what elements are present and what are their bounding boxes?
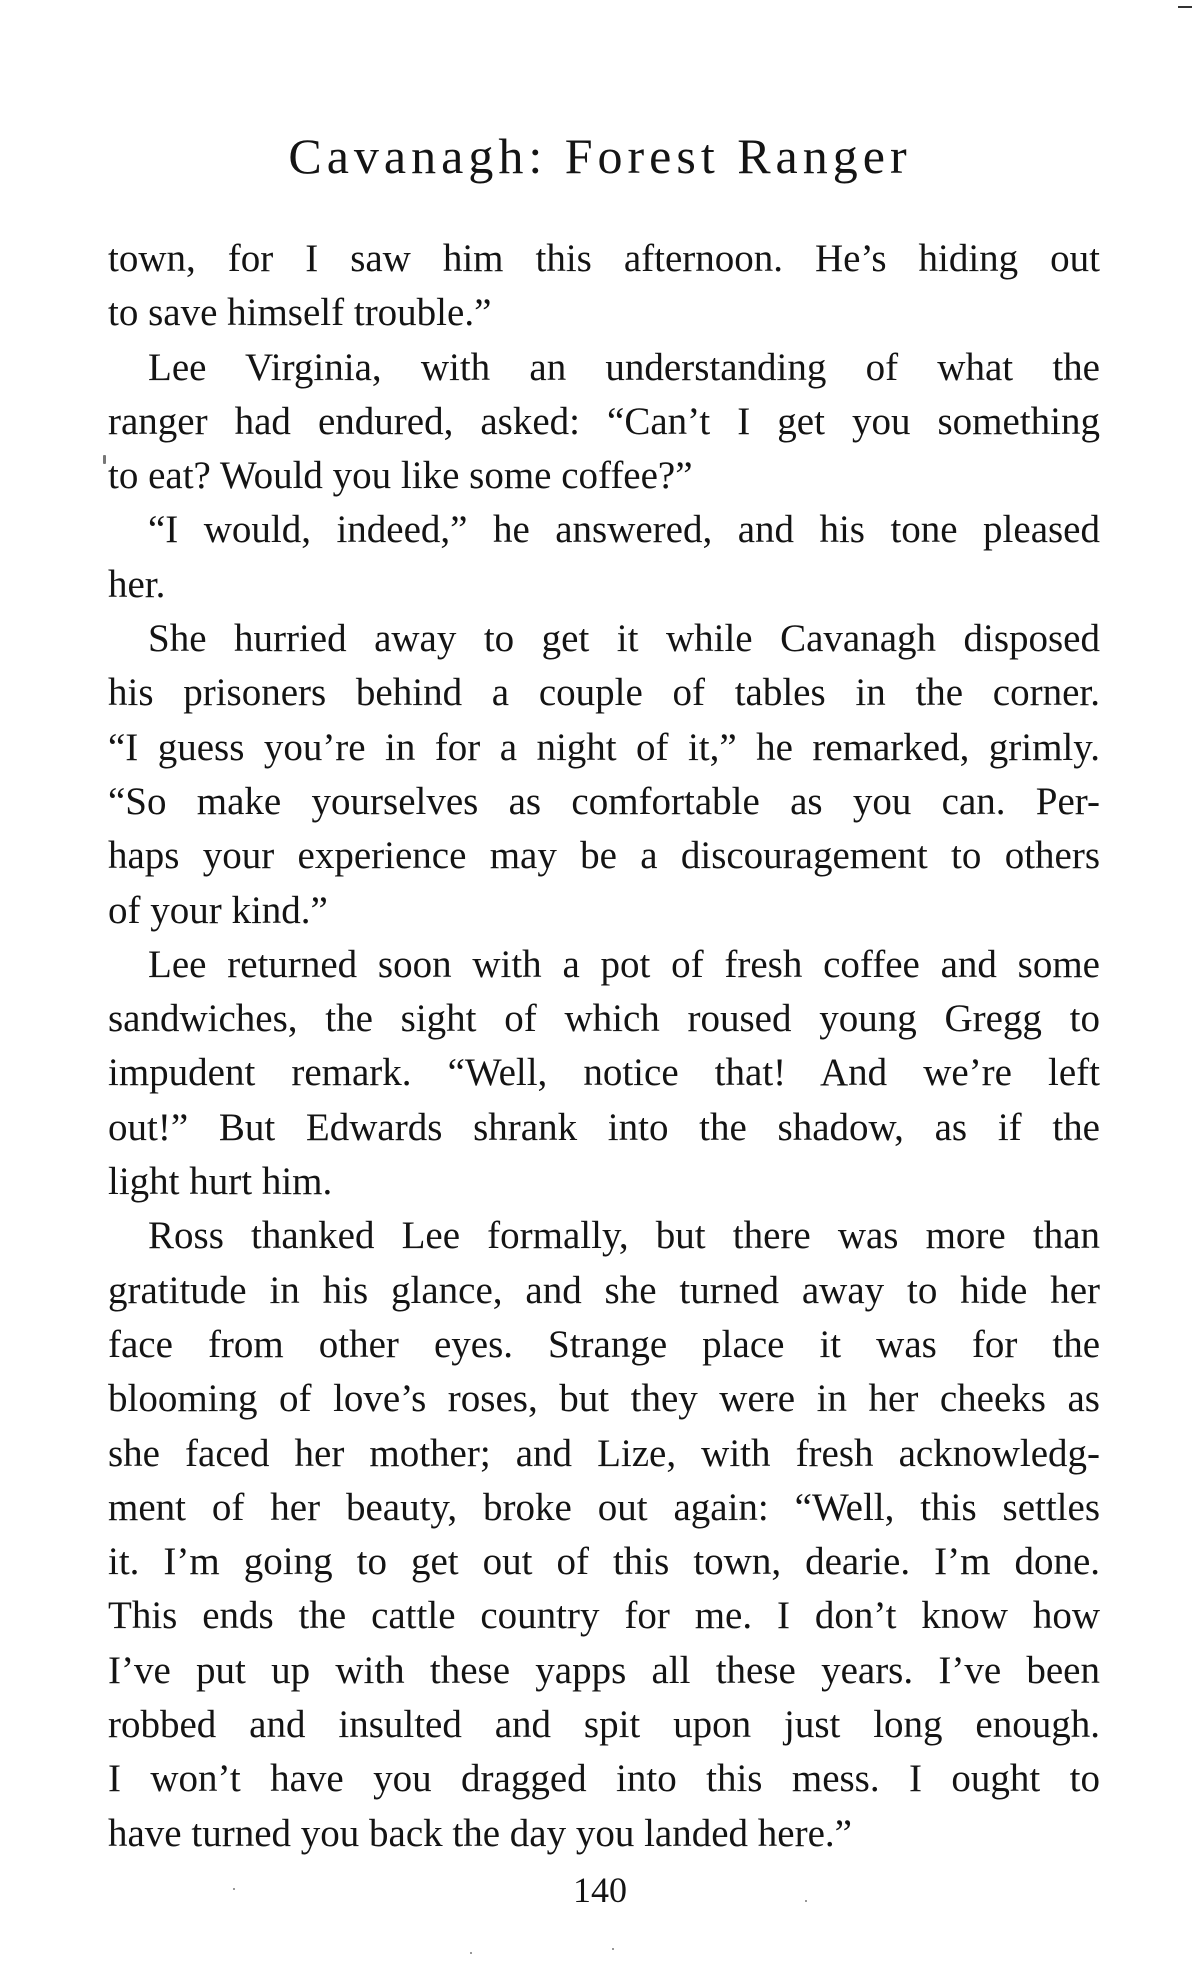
paper-speck <box>612 1948 614 1950</box>
paper-speck <box>805 1900 807 1902</box>
text-line: to eat? Would you like some coffee?” <box>108 454 693 498</box>
text-line: gratitude in his glance, and she turned away to hide her <box>108 1268 1100 1312</box>
text-line: She hurried away to get it while Cavanagh disposed <box>148 617 1100 661</box>
page-number: 140 <box>573 1870 627 1910</box>
text-line: she faced her mother; and Lize, with fresh acknowledg- <box>108 1431 1100 1475</box>
text-line: blooming of love’s roses, but they were in her cheeks as <box>108 1377 1100 1421</box>
text-line: his prisoners behind a couple of tables in the corner. <box>108 671 1100 715</box>
text-line: ment of her beauty, broke out again: “Well, this settles <box>108 1485 1100 1529</box>
text-line: light hurt him. <box>108 1160 333 1204</box>
text-line: I’ve put up with these yapps all these years. I’ve been <box>108 1648 1100 1692</box>
paper-speck <box>103 455 106 464</box>
text-line: haps your experience may be a discouragement to others <box>108 834 1100 878</box>
text-line: “So make yourselves as comfortable as you can. Per- <box>108 779 1100 823</box>
text-line: This ends the cattle country for me. I don’t know how <box>108 1594 1100 1638</box>
text-line: face from other eyes. Strange place it was for the <box>108 1322 1100 1366</box>
scan-mark <box>1178 6 1192 8</box>
text-line: Lee returned soon with a pot of fresh coffee and some <box>148 942 1100 986</box>
text-line: ranger had endured, asked: “Can’t I get you something <box>108 399 1100 443</box>
text-line: have turned you back the day you landed here.” <box>108 1811 852 1855</box>
text-line: “I guess you’re in for a night of it,” he remarked, grimly. <box>108 725 1100 769</box>
running-head: Cavanagh: Forest Ranger <box>288 128 912 184</box>
text-line: I won’t have you dragged into this mess. I ought to <box>108 1757 1100 1801</box>
body-text <box>108 232 1100 1861</box>
text-line: out!” But Edwards shrank into the shadow, as if the <box>108 1105 1100 1149</box>
text-line: of your kind.” <box>108 888 328 932</box>
text-line: “I would, indeed,” he answered, and his tone pleased <box>148 508 1100 552</box>
text-line: town, for I saw him this afternoon. He’s hiding out <box>108 237 1100 280</box>
text-line: sandwiches, the sight of which roused young Gregg to <box>108 997 1100 1041</box>
text-line: Ross thanked Lee formally, but there was more than <box>148 1214 1100 1258</box>
paper-speck <box>470 1952 472 1954</box>
paper-speck <box>233 1888 235 1890</box>
text-line: impudent remark. “Well, notice that! And we’re left <box>108 1051 1100 1095</box>
text-line: her. <box>108 562 166 606</box>
text-line: Lee Virginia, with an understanding of what the <box>148 345 1100 389</box>
text-line: to save himself trouble.” <box>108 291 492 335</box>
text-line: it. I’m going to get out of this town, dearie. I’m done. <box>108 1540 1100 1584</box>
text-line: robbed and insulted and spit upon just long enough. <box>108 1703 1100 1747</box>
